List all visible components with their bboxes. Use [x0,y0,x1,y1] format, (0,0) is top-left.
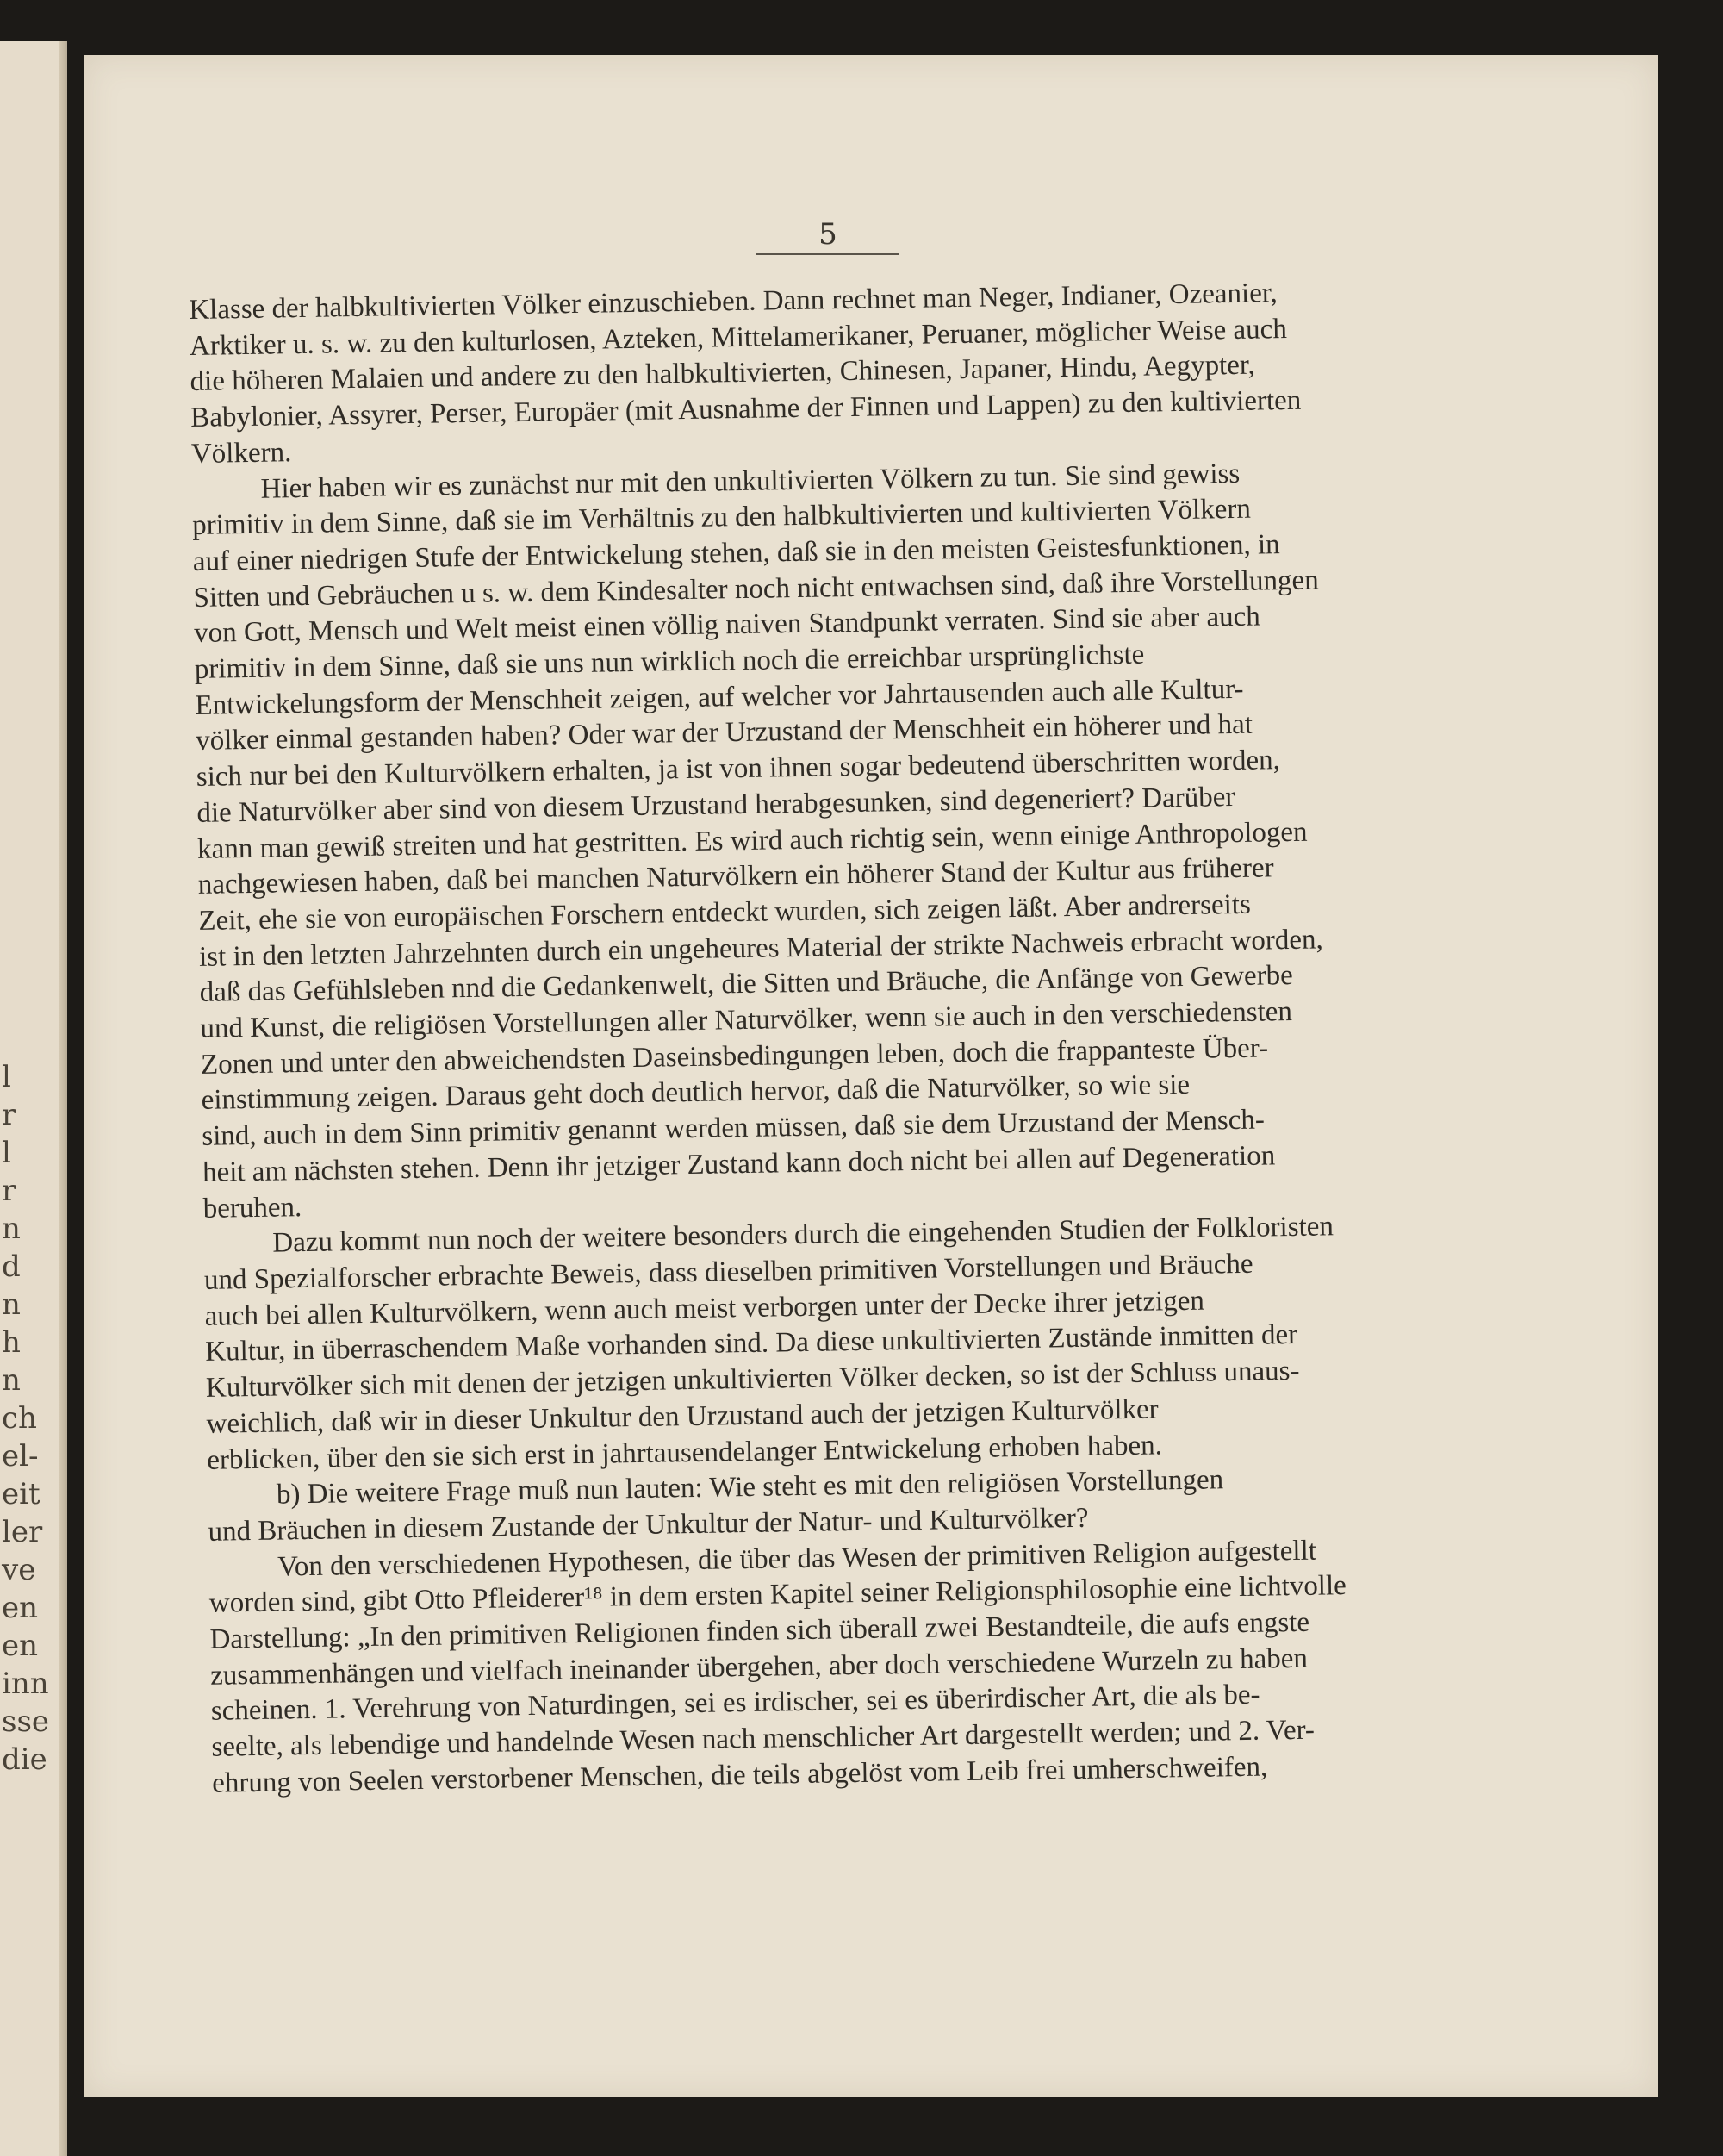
left-page-fragment: n [2,1212,21,1246]
text-line: einstimmung zeigen. Daraus geht doch deutlich hervor, daß die Naturvölker, so wie sie [201,1069,1191,1117]
text-line: ist in den letzten Jahrzehnten durch ein ungeheures Material der strikte Nachweis erbracht worden, [198,924,1324,973]
text-line: primitiv in dem Sinne, daß sie uns nun wirklich noch die erreichbar ursprünglichste [194,639,1145,685]
body-text [189,272,1504,1802]
left-page-fragment: n [2,1287,21,1322]
text-line: primitiv in dem Sinne, daß sie im Verhältnis zu den halbkultivierten und kultivierten Völkern [191,493,1252,542]
text-line: erblicken, über den sie sich erst in jahrtausendelanger Entwickelung erhoben haben. [206,1429,1163,1476]
text-line: die höheren Malaien und andere zu den halbkultivierten, Chinesen, Japaner, Hindu, Aegypter, [190,349,1256,398]
text-line: Kultur, in überraschendem Maße vorhanden sind. Da diese unkultivierten Zustände inmitten der [205,1319,1298,1368]
text-line: kann man gewiß streiten und hat gestritten. Es wird auch richtig sein, wenn einige Anthropologen [196,816,1308,865]
text-line: und Spezialforscher erbrachte Beweis, dass dieselben primitiven Vorstellungen und Bräuche [203,1248,1253,1296]
page-number-rule [756,253,899,255]
text-line: scheinen. 1. Verehrung von Naturdingen, sei es irdischer, sei es überirdischer Art, die als be- [210,1679,1260,1728]
text-line: auch bei allen Kulturvölkern, wenn auch meist verborgen unter der Decke ihrer jetzigen [204,1285,1205,1332]
text-line: nachgewiesen haben, daß bei manchen Naturvölkern ein höherer Stand der Kultur aus früherer [197,852,1274,901]
text-line: Kulturvölker sich mit denen der jetzigen unkultivierten Völker decken, so ist der Schluss unaus- [205,1355,1300,1404]
text-line: Sitten und Gebräuchen u s. w. dem Kindesalter noch nicht entwachsen sind, daß ihre Vorstellungen [193,564,1319,614]
text-line: weichlich, daß wir in dieser Unkultur den Urzustand auch der jetzigen Kulturvölker [206,1393,1159,1440]
text-line: worden sind, gibt Otto Pfleiderer¹⁸ in dem ersten Kapitel seiner Religionsphilosophie eine lichtvolle [208,1570,1347,1620]
text-line: und Bräuchen in diesem Zustande der Unkultur der Natur- und Kulturvölker? [208,1502,1089,1548]
text-line: Völkern. [190,436,292,470]
text-line: Zonen und unter den abweichendsten Daseinsbedingungen leben, doch die frappanteste Über- [200,1032,1269,1081]
left-page-fragment: d [2,1249,21,1284]
left-page-fragment: l [2,1136,11,1170]
left-page-fragments [0,1058,67,1779]
left-page-fragment: r [2,1174,16,1208]
left-page-edge [0,41,67,2156]
left-page-fragment: en [2,1591,39,1625]
text-line: von Gott, Mensch und Welt meist einen völlig naiven Standpunkt verraten. Sind sie aber auch [193,601,1260,650]
left-page-fragment: n [2,1363,21,1398]
left-page-fragment: l [2,1060,11,1094]
left-page-fragment: en [2,1629,39,1663]
text-line: Dazu kommt nun noch der weitere besonders durch die eingehenden Studien der Folkloristen [272,1211,1334,1259]
text-line: Darstellung: „In den primitiven Religionen finden sich überall zwei Bestandteile, die aufs engste [209,1606,1310,1655]
text-line: ehrung von Seelen verstorbener Menschen, die teils abgelöst vom Leib frei umherschweifen, [211,1751,1268,1799]
text-line: sind, auch in dem Sinn primitiv genannt werden müssen, daß sie dem Urzustand der Mensch- [202,1104,1266,1153]
left-page-fragment: ch [2,1401,37,1436]
text-line: die Naturvölker aber sind von diesem Urzustand herabgesunken, sind degeneriert? Darüber [196,781,1235,829]
text-line: Entwickelungsform der Menschheit zeigen, auf welcher vor Jahrtausenden auch alle Kultur- [195,673,1244,721]
text-line: seelte, als lebendige und handelnde Wesen nach menschlicher Art dargestellt werden; und 2. Ver- [211,1714,1316,1763]
page-number: 5 [818,217,837,252]
book-page [84,55,1658,2097]
text-line: sich nur bei den Kulturvölkern erhalten, ja ist von ihnen sogar bedeutend überschritten worden, [196,745,1281,794]
text-line: zusammenhängen und vielfach ineinander übergehen, aber doch verschiedene Wurzeln zu haben [209,1642,1309,1692]
text-line: völker einmal gestanden haben? Oder war der Urzustand der Menschheit ein höherer und hat [195,709,1253,757]
left-page-fragment: ve [2,1553,36,1587]
text-line: Zeit, ehe sie von europäischen Forschern entdeckt wurden, sich zeigen läßt. Aber andrerseits [198,888,1252,937]
left-page-fragment: el- [2,1439,39,1474]
text-line: daß das Gefühlsleben nnd die Gedankenwelt, die Sitten und Bräuche, die Anfänge von Gewerbe [199,960,1294,1009]
text-line: Babylonier, Assyrer, Perser, Europäer (mit Ausnahme der Finnen und Lappen) zu den kultivierten [190,384,1302,434]
text-line: b) Die weitere Frage muß nun lauten: Wie steht es mit den religiösen Vorstellungen [276,1464,1224,1511]
text-line: beruhen. [202,1191,302,1224]
left-page-fragment: ler [2,1515,43,1549]
text-line: und Kunst, die religiösen Vorstellungen aller Naturvölker, wenn sie auch in den verschiedensten [200,996,1293,1044]
left-page-fragment: die [2,1742,47,1777]
left-page-fragment: inn [2,1667,49,1701]
text-line: Von den verschiedenen Hypothesen, die über das Wesen der primitiven Religion aufgestellt [277,1535,1317,1583]
text-line: Hier haben wir es zunächst nur mit den unkultivierten Völkern zu tun. Sie sind gewiss [260,458,1241,505]
left-page-fragment: eit [2,1477,40,1511]
left-page-fragment: sse [2,1704,50,1739]
text-line: heit am nächsten stehen. Denn ihr jetziger Zustand kann doch nicht bei allen auf Degeneration [202,1140,1276,1188]
text-line: Klasse der halbkultivierten Völker einzuschieben. Dann rechnet man Neger, Indianer, Ozeanier, [189,277,1278,326]
text-line: auf einer niedrigen Stufe der Entwickelung stehen, daß sie in den meisten Geistesfunktionen, in [192,529,1280,577]
left-page-fragment: r [2,1098,16,1132]
text-line: Arktiker u. s. w. zu den kulturlosen, Azteken, Mittelamerikaner, Peruaner, möglicher Weise auch [189,313,1288,362]
left-page-fragment: h [2,1325,21,1360]
